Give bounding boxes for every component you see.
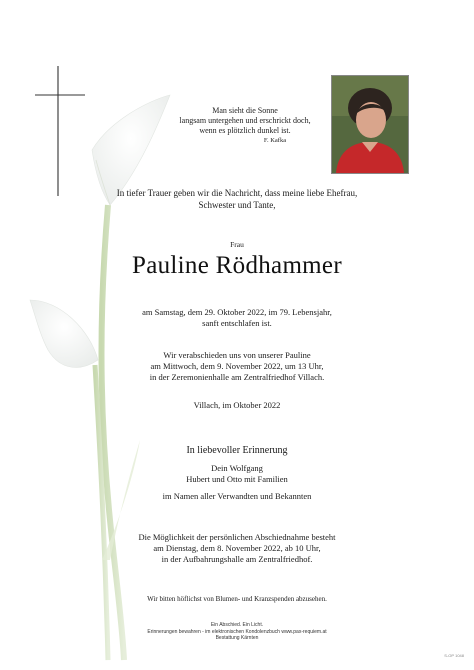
viewing-line: Die Möglichkeit der persönlichen Abschiednahme besteht — [138, 532, 336, 542]
flowers-request: Wir bitten höflichst von Blumen- und Kranzspenden abzusehen. — [147, 595, 327, 603]
portrait-image — [332, 76, 408, 173]
viewing-line: in der Aufbahrungshalle am Zentralfriedhof. — [161, 554, 313, 564]
death-line: sanft entschlafen ist. — [202, 318, 272, 328]
footer — [0, 622, 474, 642]
quote-block — [150, 106, 340, 146]
footer-line: Ein Abschied. Ein Licht. — [210, 622, 264, 628]
death-line: am Samstag, dem 29. Oktober 2022, im 79. Lebensjahr, — [142, 307, 332, 317]
viewing-notice — [0, 532, 474, 565]
portrait-photo — [331, 75, 409, 174]
mourners — [0, 463, 474, 502]
quote-line: Man sieht die Sonne — [212, 106, 278, 115]
intro-text — [0, 187, 474, 211]
quote-line: wenn es plötzlich dunkel ist. — [199, 126, 291, 135]
footer-line: Bestattung Kärnten — [215, 635, 259, 641]
footer-line: Erinnerungen bewahren - im elektronischen Kondolenzbuch www.pax-requiem.at — [147, 628, 327, 635]
mourner-line: Hubert und Otto mit Familien — [186, 474, 288, 484]
intro-line: Schwester und Tante, — [198, 200, 276, 210]
cross-icon — [0, 0, 120, 200]
salutation: Frau — [230, 240, 244, 249]
viewing-line: am Dienstag, dem 8. November 2022, ab 10 Uhr, — [153, 543, 321, 553]
intro-line: In tiefer Trauer geben wir die Nachricht, dass meine liebe Ehefrau, — [116, 188, 358, 198]
death-notice — [0, 307, 474, 329]
farewell-line: in der Zeremonienhalle am Zentralfriedhof Villach. — [149, 372, 325, 382]
document-code: S-OP 1048 — [444, 653, 464, 658]
farewell-line: Wir verabschieden uns von unserer Pauline — [163, 350, 311, 360]
place-date: Villach, im Oktober 2022 — [193, 400, 281, 410]
quote-author: F. Kafka — [263, 137, 287, 144]
farewell-notice — [0, 350, 474, 383]
deceased-name: Pauline Rödhammer — [132, 252, 342, 279]
farewell-line: am Mittwoch, dem 9. November 2022, um 13 Uhr, — [150, 361, 324, 371]
mourner-line: im Namen aller Verwandten und Bekannten — [162, 491, 312, 501]
mourner-line: Dein Wolfgang — [211, 463, 263, 473]
remembrance-heading: In liebevoller Erinnerung — [186, 445, 288, 456]
quote-line: langsam untergehen und erschrickt doch, — [179, 116, 311, 125]
